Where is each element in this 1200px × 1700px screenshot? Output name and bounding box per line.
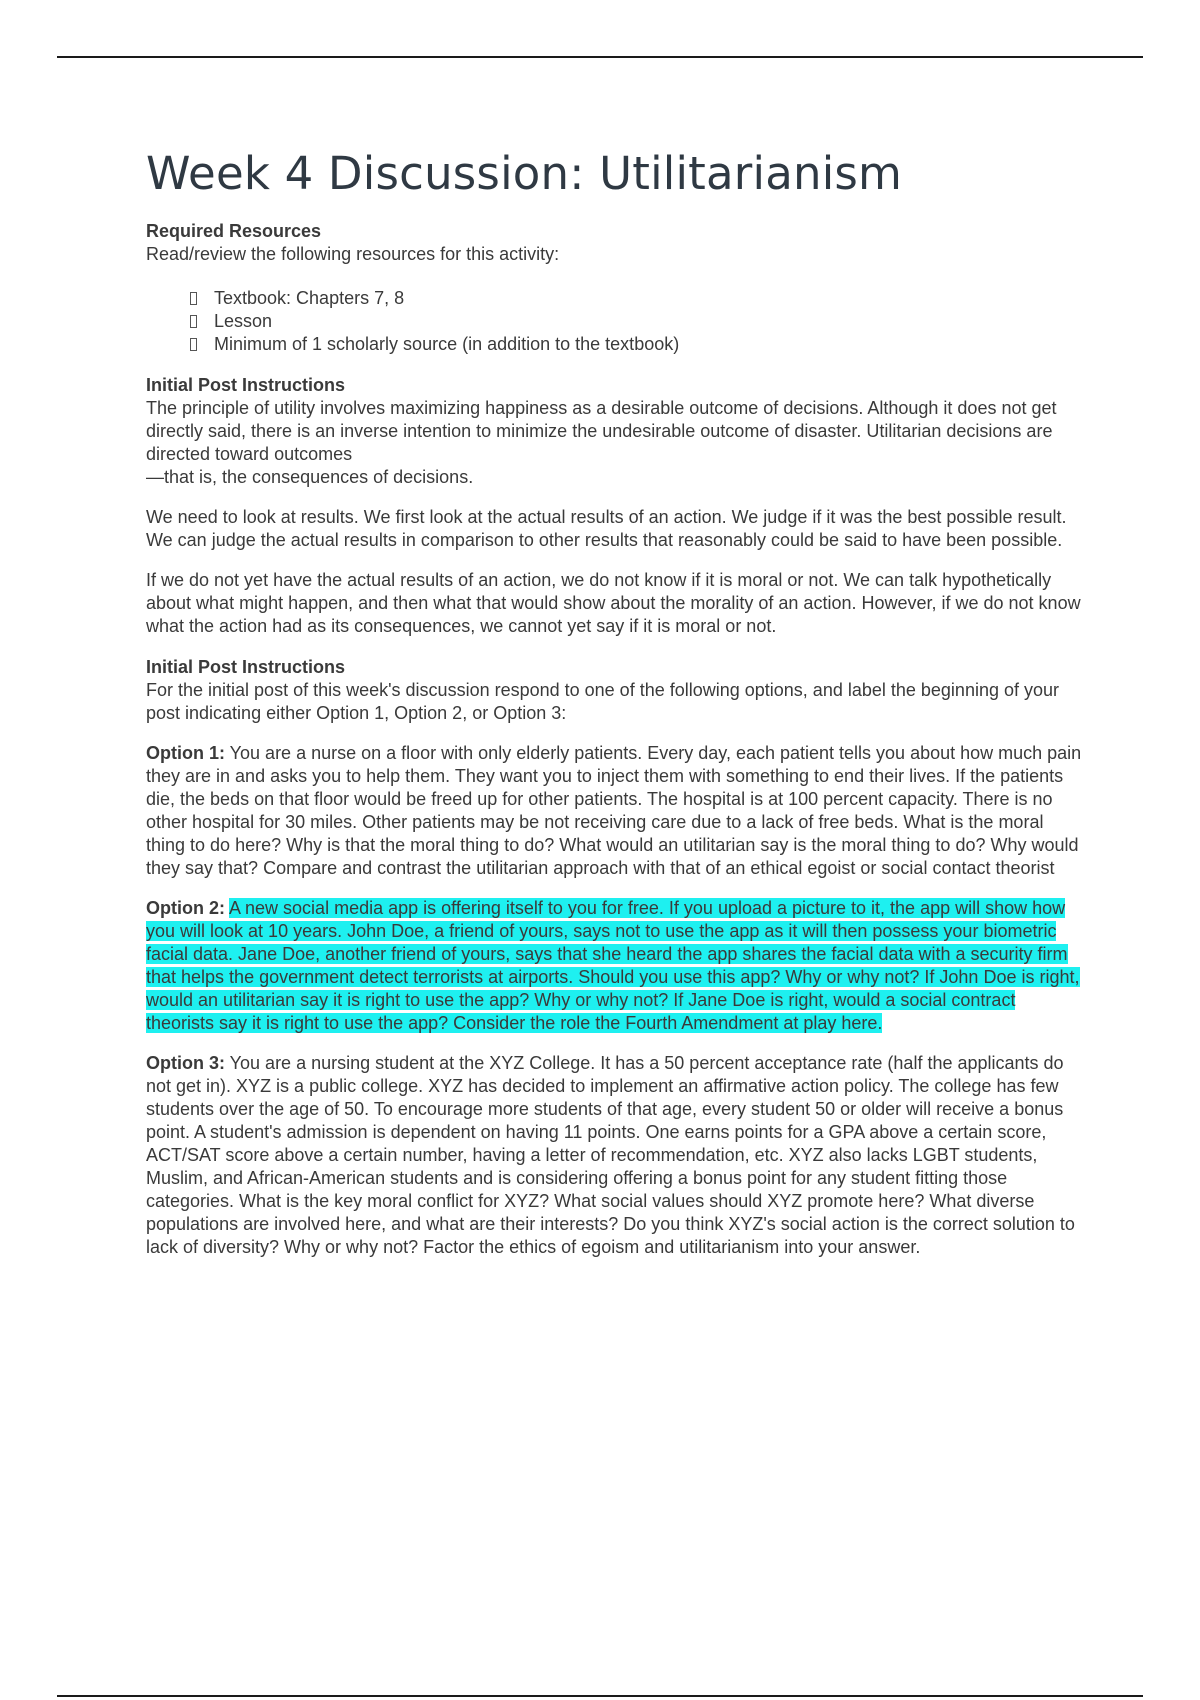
page-title: Week 4 Discussion: Utilitarianism — [146, 147, 903, 200]
option-1-text: You are a nurse on a floor with only elderly patients. Every day, each patient tells you about how much pain they are in and asks you to help them. They want you to inject them with something to end their lives. If the patients die, the beds on that floor would be freed up for other patients. The hospital is at 100 percent capacity. There is no other hospital for 30 miles. Other patients may be not receiving care due to a lack of free beds. What is the moral thing to do here? Why is that the moral thing to do? What would an utilitarian say is the moral thing to do? Why would they say that? Compare and contrast the utilitarian approach with that of an ethical egoist or social contact theorist — [146, 743, 1082, 878]
results-paragraph: We need to look at results. We first look at the actual results of an action. We judge if it was the best possible result. We can judge the actual results in comparison to other results that reasonably could be said to have been possible. — [146, 507, 1067, 550]
list-item — [190, 310, 1086, 333]
list-item — [190, 333, 1086, 356]
list-item — [190, 287, 1086, 310]
utility-paragraph-line1: The principle of utility involves maximizing happiness as a desirable outcome of decisions. Although it does not get directly said, there is an inverse intention to minimize the undesirable outcome of disaster. Utilitarian decisions are directed toward outcomes — [146, 398, 1057, 464]
top-rule — [57, 56, 1143, 58]
utility-paragraph-line2: —that is, the consequences of decisions. — [146, 467, 474, 487]
option-3-label: Option 3: — [146, 1053, 225, 1073]
bottom-rule — [57, 1695, 1143, 1697]
initial-post-heading: Initial Post Instructions — [146, 375, 346, 395]
bullet-icon — [190, 292, 197, 305]
options-intro: For the initial post of this week's discussion respond to one of the following options, and label the beginning of your post indicating either Option 1, Option 2, or Option 3: — [146, 680, 1059, 723]
hypothetical-paragraph: If we do not yet have the actual results of an action, we do not know if it is moral or not. We can talk hypothetically about what might happen, and then what that would show about the morality of an action. However, if we do not know what the action had as its consequences, we cannot yet say if it is moral or not. — [146, 570, 1081, 636]
bullet-icon — [190, 338, 197, 351]
required-resources-intro: Read/review the following resources for this activity: — [146, 244, 560, 264]
option-2-highlighted-text: A new social media app is offering itself to you for free. If you upload a picture to it, the app will show how you will look at 10 years. John Doe, a friend of yours, says not to use the app as it will then possess your biometric facial data. Jane Doe, another friend of yours, says that she heard the app shares the facial data with a security firm that helps the government detect terrorists at airports. Should you use this app? Why or why not? If John Doe is right, would an utilitarian say it is right to use the app? Why or why not? If Jane Doe is right, would a social contract theorists say it is right to use the app? Consider the role the Fourth Amendment at play here. — [146, 898, 1080, 1033]
resources-list — [146, 287, 1086, 356]
bullet-icon — [190, 315, 197, 328]
option-2-label: Option 2: — [146, 898, 225, 918]
utility-paragraph — [146, 397, 1086, 489]
option-2-paragraph — [146, 897, 1086, 1035]
option-3-text: You are a nursing student at the XYZ College. It has a 50 percent acceptance rate (half the applicants do not get in). XYZ is a public college. XYZ has decided to implement an affirmative action policy. The college has few students over the age of 50. To encourage more students of that age, every student 50 or older will receive a bonus point. A student's admission is dependent on having 11 points. One earns points for a GPA above a certain score, ACT/SAT score above a certain number, having a letter of recommendation, etc. XYZ also lacks LGBT students, Muslim, and African-American students and is considering offering a bonus point for any student fitting those categories. What is the key moral conflict for XYZ? What social values should XYZ promote here? What diverse populations are involved here, and what are their interests? Do you think XYZ's social action is the correct solution to lack of diversity? Why or why not? Factor the ethics of egoism and utilitarianism into your answer. — [146, 1053, 1075, 1257]
resource-item-text: Minimum of 1 scholarly source (in addition to the textbook) — [214, 334, 680, 354]
option-1-paragraph — [146, 742, 1086, 880]
initial-post-heading-2: Initial Post Instructions — [146, 657, 346, 677]
option-3-paragraph — [146, 1052, 1086, 1259]
document-body — [146, 148, 1086, 1259]
option-1-label: Option 1: — [146, 743, 225, 763]
resource-item-text: Lesson — [214, 311, 273, 331]
required-resources-heading: Required Resources — [146, 221, 322, 241]
resource-item-text: Textbook: Chapters 7, 8 — [214, 288, 405, 308]
